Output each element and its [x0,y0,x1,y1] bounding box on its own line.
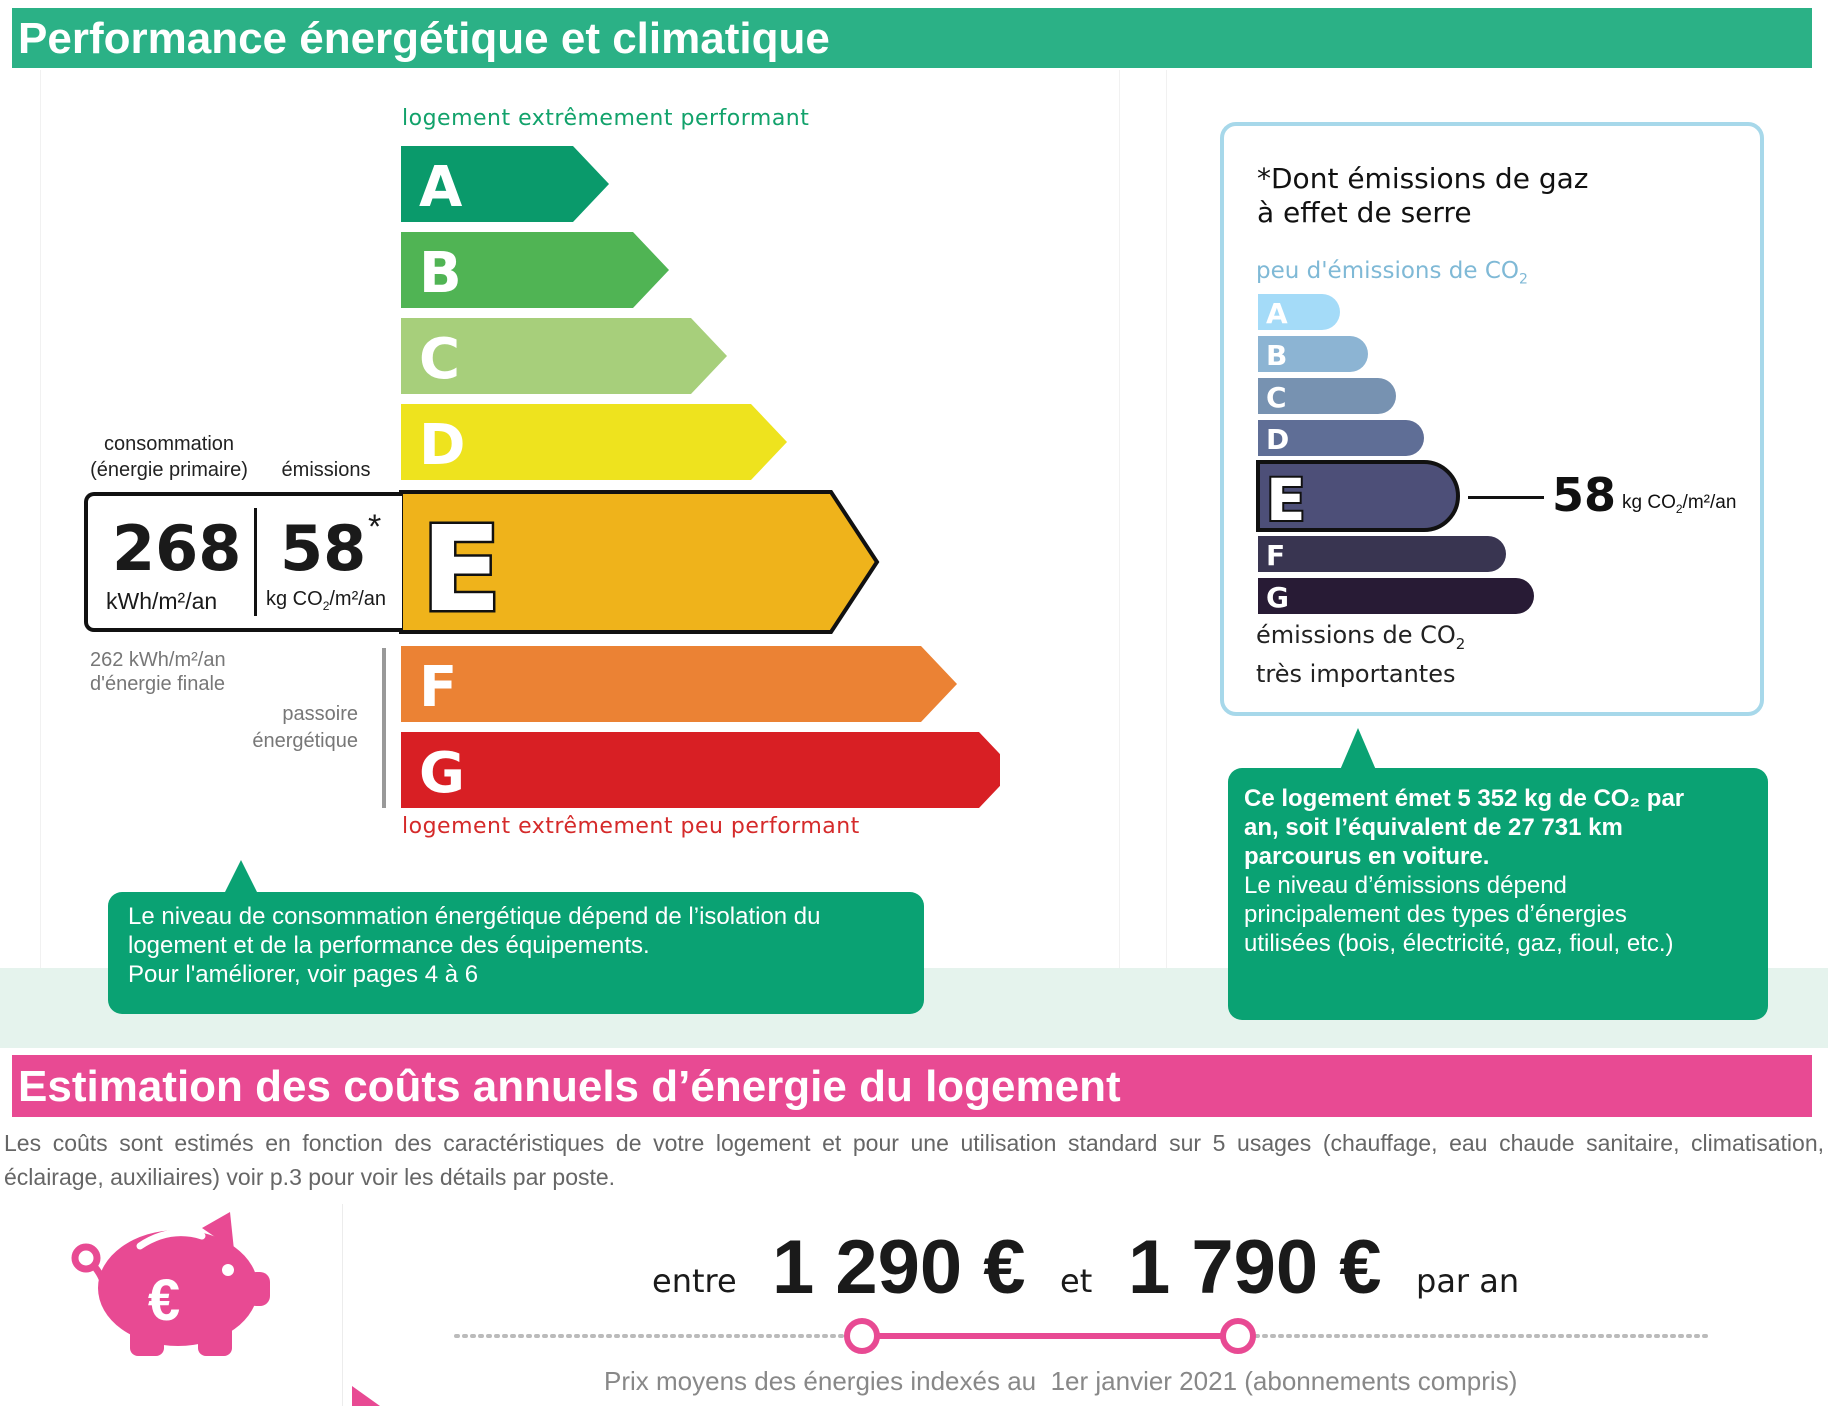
emissions-star: * [368,508,382,546]
ghg-value: 58 [1552,468,1617,522]
ghg-title [1257,162,1588,230]
price-between: entre [652,1262,737,1300]
ghg-bubble-bold-line1: Ce logement émet 5 352 kg de CO₂ par [1244,785,1685,812]
energy-info-bubble [108,892,924,1014]
ghg-class-letter: C [1266,381,1287,414]
ghg-bubble-pointer [1340,728,1376,770]
energy-class-c [401,318,727,394]
passoire-label [230,701,358,755]
ghg-class-d [1258,420,1424,456]
costs-divider [342,1204,343,1406]
price-per-year: par an [1416,1262,1520,1300]
label-low-performance: logement extrêmement peu performant [402,814,860,839]
ghg-low-label-sub: 2 [1519,271,1528,288]
emissions-unit [266,588,386,613]
passoire-line2: énergétique [252,730,358,752]
energy-class-letter: A [419,155,463,220]
ghg-bubble-line2: principalement des types d’énergies [1244,901,1627,928]
price-and: et [1060,1262,1093,1300]
costs-intro-line2: éclairage, auxiliaires) voir p.3 pour voir les détails par poste. [4,1164,616,1190]
energy-class-letter: B [419,241,462,306]
consumption-label [78,431,260,483]
ghg-pointer-line [1468,496,1544,499]
energy-class-bar [401,732,1000,808]
consumption-unit: kWh/m²/an [106,588,218,614]
passoire-line1: passoire [282,703,358,725]
energy-value-box [84,492,402,632]
ghg-title-line1: Dont émissions de gaz [1271,162,1589,195]
energy-class-g [401,732,1000,808]
consumption-label-line2: (énergie primaire) [90,459,248,481]
ghg-unit [1622,492,1736,516]
energy-bubble-line2: logement et de la performance des équipements. [128,932,650,959]
emissions-unit-sub: 2 [322,599,330,613]
ghg-class-letter: F [1266,539,1286,572]
ghg-class-letter: B [1266,339,1288,372]
energy-class-letter: D [419,413,466,478]
ghg-high-label-line2: très importantes [1256,659,1456,688]
ghg-class-c [1258,378,1396,414]
label-high-performance: logement extrêmement performant [402,106,810,131]
energy-class-e [401,492,877,638]
ghg-high-label-sub: 2 [1455,634,1466,653]
final-energy-line1: 262 kWh/m²/an [90,649,226,671]
energy-class-a [401,146,609,222]
costs-intro-line1: Les coûts sont estimés en fonction des caractéristiques de votre logement et pour une utilisation standard sur 5 usages (chauffage, eau chaude sanitaire, climatisation, [4,1130,1824,1156]
svg-text:€: € [147,1268,181,1333]
ghg-unit-pre: kg CO [1622,492,1676,513]
ghg-unit-sub: 2 [1675,501,1683,516]
ghg-low-label [1256,258,1528,288]
energy-class-f [401,646,957,722]
costs-section-title: Estimation des coûts annuels d’énergie du logement [12,1055,1812,1117]
ghg-info-bubble [1228,768,1768,1020]
energy-bubble-line1: Le niveau de consommation énergétique dépend de l’isolation du [128,903,821,930]
ghg-class-g [1258,578,1534,614]
ghg-class-b [1258,336,1368,372]
emissions-unit-post: /m²/an [329,588,387,610]
ghg-bubble-line3: utilisées (bois, électricité, gaz, fioul, etc.) [1244,930,1674,957]
ghg-high-label-pre: émissions de CO [1256,621,1456,649]
final-energy [90,648,226,696]
ghg-class-letter: G [1266,581,1289,614]
energy-bubble-pointer [224,860,258,894]
energy-class-d [401,404,787,480]
costs-intro [4,1126,1824,1194]
ghg-bubble-bold-line2: an, soit l’équivalent de 27 731 km [1244,814,1623,841]
energy-bubble-line3: Pour l'améliorer, voir pages 4 à 6 [128,961,479,988]
energy-class-letter: C [419,327,461,392]
energy-class-bar [401,646,957,722]
passoire-bracket [382,648,386,808]
consumption-value: 268 [112,512,242,585]
ghg-class-f [1258,536,1506,572]
energy-class-b [401,232,669,308]
ghg-scale [1250,290,1790,620]
energy-class-letter: G [419,741,465,806]
ghg-high-label [1256,620,1465,689]
ghg-title-line2: à effet de serre [1257,196,1472,229]
piggy-bank-euro-icon [70,1206,280,1356]
ghg-bubble-line1: Le niveau d’émissions dépend [1244,872,1567,899]
ghg-bubble-bold-line3: parcourus en voiture. [1244,843,1490,870]
energy-scale [0,0,1000,830]
ghg-title-star: * [1257,162,1271,195]
energy-section-title: Performance énergétique et climatique [12,8,1812,68]
final-energy-line2: d'énergie finale [90,673,226,695]
ghg-class-e [1258,462,1458,534]
value-divider [254,508,257,616]
ghg-class-bar [1258,578,1534,614]
ghg-class-letter-current: E [1266,466,1306,534]
ghg-class-letter: D [1266,423,1290,456]
consumption-label-line1: consommation [103,433,235,455]
energy-class-letter-current: E [421,500,502,638]
ghg-class-a [1258,294,1340,330]
price-range-slider [440,1316,1720,1356]
ghg-low-label-pre: peu d'émissions de CO [1256,258,1520,284]
price-max: 1 790 € [1128,1225,1382,1310]
energy-class-letter: F [419,655,458,720]
price-footnote: Prix moyens des énergies indexés au 1er janvier 2021 (abonnements compris) [604,1366,1518,1396]
ghg-class-letter: A [1266,297,1288,330]
emissions-value: 58 [280,512,367,585]
price-min: 1 290 € [772,1225,1026,1310]
ghg-unit-post: /m²/an [1682,492,1737,513]
corner-arrow-icon [352,1386,382,1406]
emissions-label: émissions [281,459,371,481]
ghg-class-bar [1258,536,1506,572]
emissions-unit-pre: kg CO [266,588,323,610]
